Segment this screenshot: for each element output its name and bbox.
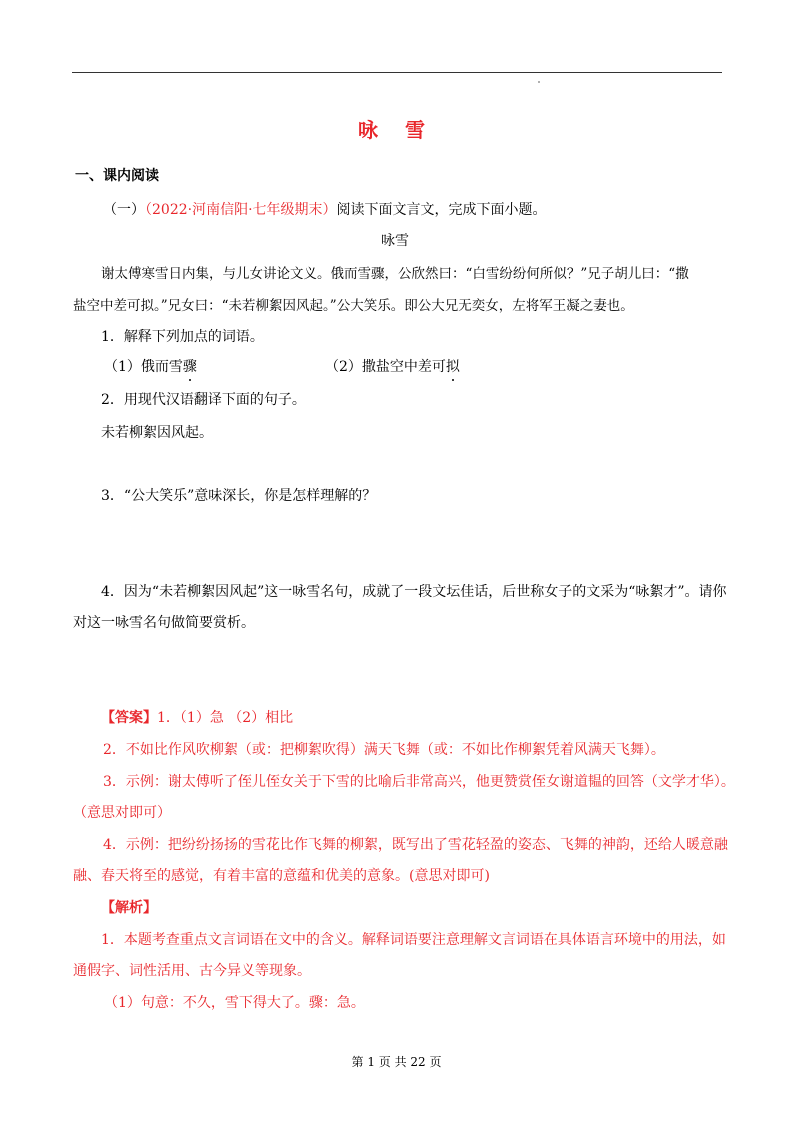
answer-3-line-1: 3．示例：谢太傅听了侄儿侄女关于下雪的比喻后非常高兴，他更赞赏侄女谢道韫的回答（文学才华）。 [103, 774, 735, 790]
analysis-1-line-1: 1．本题考查重点文言词语在文中的含义。解释词语要注意理解文言词语在具体语言环境中的用法，如 [101, 932, 726, 948]
header-dot [538, 81, 540, 83]
question-2: 2．用现代汉语翻译下面的句子。 [101, 392, 306, 408]
intro-instruction: 阅读下面文言文，完成下面小题。 [336, 202, 547, 218]
analysis-1-sub: （1）句意：不久，雪下得大了。骤：急。 [104, 995, 365, 1011]
passage-line-2: 盐空中差可拟。”兄女曰：“未若柳絮因风起。”公大笑乐。即公大兄无奕女，左将军王凝之妻也。 [73, 298, 634, 314]
q1a-dotted-word: 骤 [183, 356, 197, 376]
question-1a [104, 356, 197, 376]
analysis-label: 【解析】 [101, 900, 157, 916]
question-4-line-1: 4．因为“未若柳絮因风起”这一咏雪名句，成就了一段文坛佳话，后世称女子的文采为“咏絮才”。请你 [101, 584, 727, 600]
intro-source: （2022·河南信阳·七年级期末） [145, 202, 337, 218]
page-footer: 第 1 页 共 22 页 [351, 1055, 442, 1069]
question-3: 3．“公大笑乐”意味深长，你是怎样理解的？ [101, 488, 377, 504]
intro-prefix: （一） [103, 202, 145, 218]
question-1b [325, 356, 460, 376]
analysis-1-line-2: 通假字、词性活用、古今异义等现象。 [73, 963, 311, 979]
passage-intro [103, 199, 547, 219]
answer-1 [101, 707, 293, 727]
header-rule [72, 72, 722, 73]
answer-3-line-2: （意思对即可） [73, 805, 171, 821]
answer-4-line-2: 融、春天将至的感觉，有着丰富的意蕴和优美的意象。(意思对即可) [73, 868, 490, 884]
answer-4-line-1: 4．示例：把纷纷扬扬的雪花比作飞舞的柳絮，既写出了雪花轻盈的姿态、飞舞的神韵，还给人暖意融 [103, 837, 728, 853]
passage-title: 咏雪 [381, 233, 409, 249]
question-1: 1．解释下列加点的词语。 [101, 329, 264, 345]
q1a-text: （1）俄而雪 [104, 359, 183, 375]
question-2-sentence: 未若柳絮因风起。 [101, 425, 213, 441]
answer-1-text: 1．（1）急 （2）相比 [157, 710, 294, 726]
question-4-line-2: 对这一咏雪名句做简要赏析。 [73, 615, 255, 631]
answer-label: 【答案】 [101, 710, 157, 726]
passage-line-1: 谢太傅寒雪日内集，与儿女讲论文义。俄而雪骤，公欣然曰：“白雪纷纷何所似？”兄子胡儿曰：“撒 [101, 266, 689, 282]
section-heading: 一、课内阅读 [75, 168, 159, 184]
q1b-text: （2）撒盐空中差可 [325, 359, 446, 375]
q1b-dotted-word: 拟 [446, 356, 460, 376]
page-title: 咏 雪 [358, 118, 435, 142]
answer-2: 2．不如比作风吹柳絮（或：把柳絮吹得）满天飞舞（或：不如比作柳絮凭着风满天飞舞）。 [103, 742, 665, 758]
